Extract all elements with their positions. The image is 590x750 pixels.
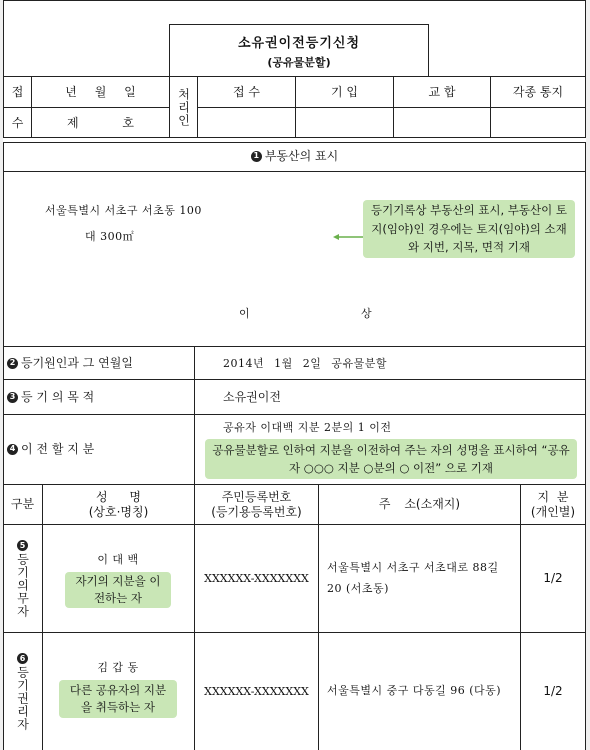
holder-id: XXXXXX-XXXXXXX [195,633,319,750]
party-table-header [3,485,586,525]
obligor-name: 이 대 백 [97,553,139,566]
header-name-sub: (상호·명칭) [88,504,149,519]
purpose-row [3,380,586,415]
registration-form [3,0,586,750]
obligor-category-cell [3,525,43,632]
property-land: 대 300㎡ [85,230,135,243]
obligor-share: 1/2 [543,571,563,586]
cause-row [3,346,586,380]
holder-name-cell [43,633,195,750]
party-row-obligor [3,525,586,633]
holder-share: 1/2 [543,684,563,699]
end-mark-2: 상 [361,307,373,320]
cell-check [394,108,491,138]
header-name-cell [43,485,195,524]
share-note: 공유물분할로 인하여 지분을 이전하여 주는 자의 성명을 표시하여 “공유자 ○○○ 지분 ○분의 ○ 이전” 으로 기재 [205,439,577,479]
property-address: 서울특별시 서초구 서초동 100 [45,204,202,217]
header-address: 주 소(소재지) [319,485,521,524]
circled-number: 5 [17,540,28,551]
header-id: 주민등록번호 [221,490,292,505]
cell-receipt [198,108,296,138]
share-value: 공유자 이대백 지분 2분의 1 이전 [223,421,392,434]
header-name: 성 명 [96,490,141,505]
arrow-icon [333,226,363,234]
form-title: 소유권이전등기신청 [237,35,361,51]
party-row-holder [3,633,586,750]
share-row [3,415,586,485]
holder-name: 김 갑 동 [97,661,139,674]
cause-value: 2014년 1월 2일 공유물분할 [223,357,387,370]
circled-number: 2 [7,358,18,369]
circled-number: 1 [251,151,262,162]
purpose-label: 등 기 의 목 적 [21,389,95,404]
col-notice: 각종 통지 [491,77,585,108]
holder-address: 서울특별시 중구 다동길 96 (다동) [319,633,521,750]
share-label-cell [3,415,195,484]
end-mark-1: 이 [239,307,251,320]
property-header [3,142,586,172]
obligor-name-cell [43,525,195,632]
cause-label-cell [3,347,195,379]
process-label: 처리인 [170,77,198,138]
title-box [169,24,429,76]
reception-grid [3,76,586,138]
form-subtitle: (공유물분할) [267,55,331,69]
receipt-label: 접 [4,77,32,108]
purpose-value: 소유권이전 [223,389,281,404]
obligor-id: XXXXXX-XXXXXXX [195,525,319,632]
header-share-sub: (개인별) [530,504,576,519]
header-share: 지 분 [537,490,569,505]
col-receipt: 접 수 [198,77,296,108]
holder-category: 등기권리자 [15,665,30,731]
header-id-cell [195,485,319,524]
receipt-label-2: 수 [4,108,32,138]
header-id-sub: (등기용등록번호) [211,504,302,519]
property-section-label: 부동산의 표시 [264,149,339,164]
circled-number: 4 [7,444,18,455]
circled-number: 3 [7,392,18,403]
col-check: 교 합 [394,77,491,108]
date-label: 년 월 일 [32,77,170,108]
obligor-category: 등기의무자 [15,552,30,618]
number-label: 제 호 [32,108,170,138]
holder-note: 다른 공유자의 지분을 취득하는 자 [59,680,177,718]
property-note: 등기기록상 부동산의 표시, 부동산이 토지(임야)인 경우에는 토지(임야)의 소재와 지번, 지목, 면적 기재 [363,200,575,258]
holder-category-cell [3,633,43,750]
header-share-cell [521,485,585,524]
cause-label: 등기원인과 그 연월일 [21,355,133,370]
col-entry: 기 입 [296,77,394,108]
obligor-address: 서울특별시 서초구 서초대로 88길 20 (서초동) [319,525,521,632]
obligor-note: 자기의 지분을 이전하는 자 [65,572,171,608]
circled-number: 6 [17,653,28,664]
cell-entry [296,108,394,138]
share-label: 이 전 할 지 분 [21,442,95,457]
header-category: 구분 [3,485,43,524]
purpose-label-cell [3,380,195,414]
